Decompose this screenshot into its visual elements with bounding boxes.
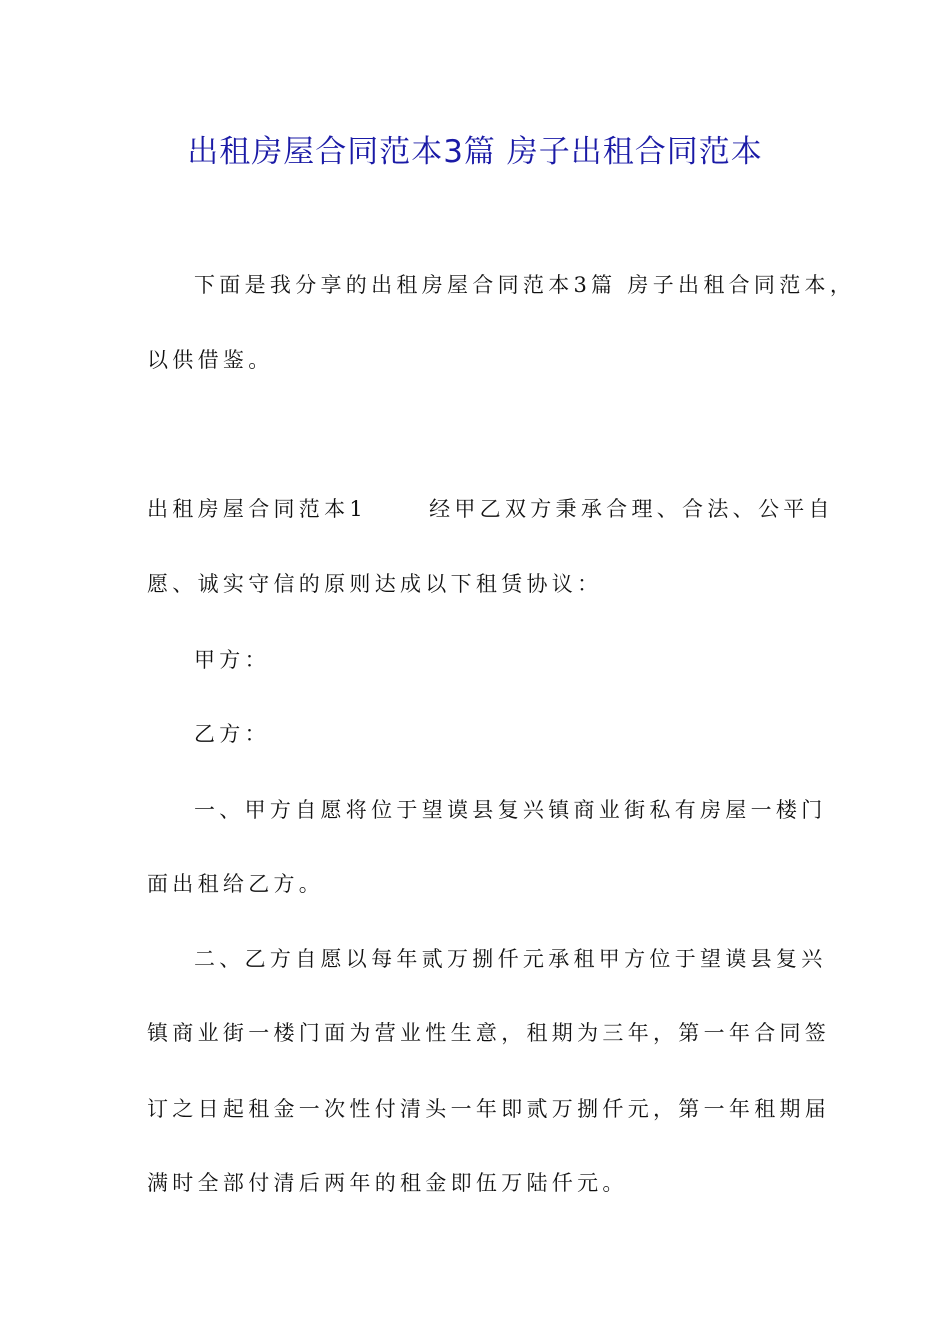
clause1-line-2: 面出租给乙方。 [147, 872, 325, 896]
section1-first-line [147, 494, 834, 524]
section1-heading: 出租房屋合同范本1 [147, 497, 368, 521]
clause2-line-3: 订之日起租金一次性付清头一年即贰万捌仟元，第一年租期届 [147, 1097, 831, 1121]
clause1-line-1: 一、甲方自愿将位于望谟县复兴镇商业街私有房屋一楼门 [194, 798, 827, 822]
section1-line-2: 愿、诚实守信的原则达成以下租赁协议： [147, 572, 603, 596]
section1-line1-rest: 经甲乙双方秉承合理、合法、公平自 [429, 497, 834, 521]
intro-line-2: 以供借鉴。 [147, 348, 274, 372]
intro-line-1: 下面是我分享的出租房屋合同范本3篇 房子出租合同范本， [194, 273, 856, 297]
clause2-line-1: 二、乙方自愿以每年贰万捌仟元承租甲方位于望谟县复兴 [194, 947, 827, 971]
clause2-line-4: 满时全部付清后两年的租金即伍万陆仟元。 [147, 1171, 628, 1195]
party-b-label: 乙方： [194, 722, 270, 746]
party-a-label: 甲方： [194, 648, 270, 672]
document-title: 出租房屋合同范本3篇 房子出租合同范本 [187, 134, 763, 170]
clause2-line-2: 镇商业街一楼门面为营业性生意，租期为三年，第一年合同签 [147, 1021, 831, 1045]
